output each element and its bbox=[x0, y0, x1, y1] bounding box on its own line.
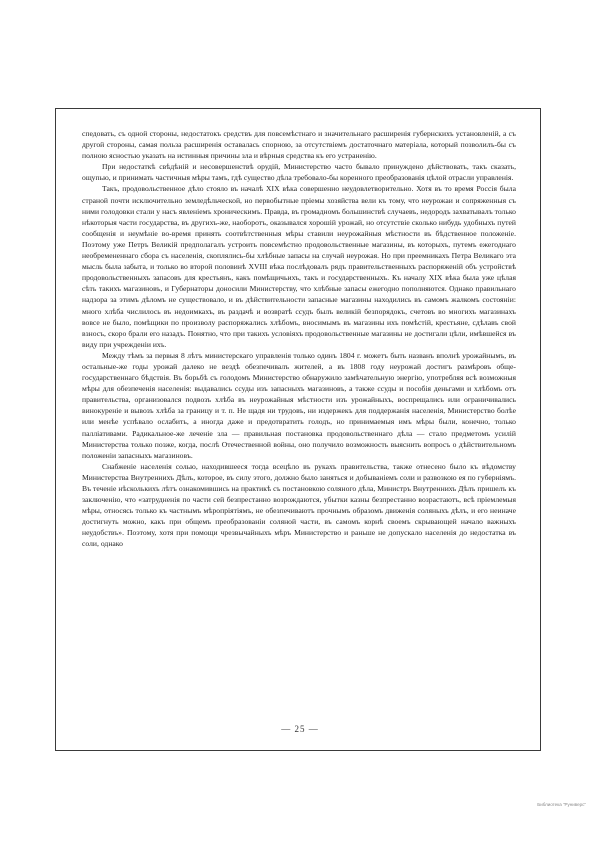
paragraph-3: Такъ, продовольственное дѣло стояло въ началѣ XIX вѣка совершенно неудовлетворительно. Хотя въ то время Россія была страной почти исключительно земледѣльческой, но первобытные пріемы хозяйства вели къ тому, что неурожаи и сопряженныя съ ними голодовки стали у насъ явленіемъ хроническимъ. Правда, въ громадномъ большинствѣ случаевъ, недородъ захватывалъ только нѣкоторыя части государства, въ другихъ-же, наоборотъ, оказывался хорошій урожай, но отсутствіе сколько нибудь удобныхъ путей сообщенія и неумѣніе во-время принять соотвѣтственныя мѣры ставили неурожайныя мѣстности въ бѣдственное положеніе. Поэтому уже Петръ Великій предполагалъ устроить повсемѣстно продовольственные магазины, въ которыхъ, путемъ ежегоднаго необремененнаго сбора съ населенія, скоплялись-бы хлѣбные запасы на случай неурожая. Но при преемникахъ Петра Великаго эта мысль была забыта, и только во второй половинѣ XVIII вѣка послѣдовалъ рядъ правительственныхъ распоряженій объ устройствѣ продовольственныхъ запасовъ для крестьянъ, какъ помѣщичьихъ, такъ и государственныхъ. Къ началу XIX вѣка была уже цѣлая сѣть такихъ магазиновъ, и Губернаторы доносили Министерству, что хлѣбные запасы ежегодно пополняются. Однако правильнаго надзора за этимъ дѣломъ не существовало, и въ дѣйствительности запасные магазины находились въ самомъ жалкомъ состояніи: много хлѣба числилось въ недоимкахъ, въ раздачѣ и возвратѣ ссудъ былъ великій безпорядокъ, счетовъ во многихъ магазинахъ вовсе не было, помѣщики по произволу распоряжались хлѣбомъ, вносимымъ въ магазины ихъ помѣстій, крестьяне, сдѣлавъ свой взносъ, скоро брали его назадъ. Понятно, что при такихъ условіяхъ продовольственные магазины не достигали цѣли, имѣвшейся въ виду при учрежденіи ихъ. bbox=[82, 184, 516, 349]
paragraph-5: Снабженіе населенія солью, находившееся тогда всецѣло въ рукахъ правительства, также отнесено было къ вѣдомству Министерства Внутреннихъ Дѣлъ, которое, въ силу этого, должно было заняться и добываніемъ соли и развозкою ея по губерніямъ. Въ теченіе нѣсколькихъ лѣтъ ознакомившись на практикѣ съ постановкою соляного дѣла, Министръ Внутреннихъ Дѣлъ пришелъ къ заключенію, что «затрудненія по части сей безпрестанно возрождаются, убытки казны безпрестанно возрастаютъ, всѣ пріемлемыя мѣры, относясь только къ частнымъ мѣропріятіямъ, не обезпечиваютъ прочнымъ образомъ движенія соляныхъ дѣлъ, и его неиначе достигнуть можно, какъ при общемъ преобразованіи соляной части, въ самомъ корнѣ своемъ скрывающей начало важныхъ неудобствъ». Поэтому, хотя при помощи чрезвычайныхъ мѣръ Министерство и раньше не допускало населенія до недостатка въ соли, однако bbox=[82, 461, 516, 549]
paragraph-2: При недостаткѣ свѣдѣній и несовершенствѣ орудій, Министерство часто бывало принуждено дѣйствовать, такъ сказать, ощупью, и принимать частичныя мѣры тамъ, гдѣ существо дѣла требовало-бы коренного преобразованія цѣлой отрасли управленія. bbox=[82, 162, 516, 183]
body-text bbox=[82, 128, 516, 550]
library-watermark: Библиотека "Руниверс" bbox=[537, 802, 586, 807]
paragraph-4: Между тѣмъ за первыя 8 лѣтъ министерскаго управленія только одинъ 1804 г. можетъ быть названъ вполнѣ урожайнымъ, въ остальные-же годы урожай далеко не вездѣ обезпечивалъ жителей, а въ 1808 году неурожай достигъ размѣровъ обще-государственнаго бѣдствія. Въ борьбѣ съ голодомъ Министерство обнаружило замѣчательную энергію, употребляя всѣ возможныя мѣры для обезпеченія населенія: выдавались ссуды изъ запасныхъ магазиновъ, а также ссуды и пособія деньгами и хлѣбомъ отъ правительства, организовался подвозъ хлѣба въ неурожайныя мѣстности изъ урожайныхъ, воспрещались или ограничивались винокуреніе и вывозъ хлѣба за границу и т. п. Не щадя ни трудовъ, ни издержекъ для поддержанія населенія, Министерство болѣе или менѣе успѣвало ослабить, а иногда даже и предотвратить голодъ, но принимаемыя имъ мѣры были, конечно, только палліативами. Радикальное-же леченіе зла — правильная постановка продовольственнаго дѣла — стало предметомъ усилій Министерства только позже, когда, послѣ Отечественной войны, оно получило возможность выяснить вопросъ о дѣйствительномъ положеніи запасныхъ магазиновъ. bbox=[82, 350, 516, 460]
page-number: — 25 — bbox=[281, 724, 319, 734]
paragraph-1: спедовать, съ одной стороны, недостатокъ средствъ для повсемѣстнаго и значительнаго расширенія губернскихъ установленій, а съ другой стороны, самая польза расширенія оставалась спорною, за отсутствіемъ достаточнаго матеріала, который позволилъ-бы съ полною ясностью указать на истинныя причины зла и вѣрныя средства къ его устраненію. bbox=[82, 129, 516, 161]
